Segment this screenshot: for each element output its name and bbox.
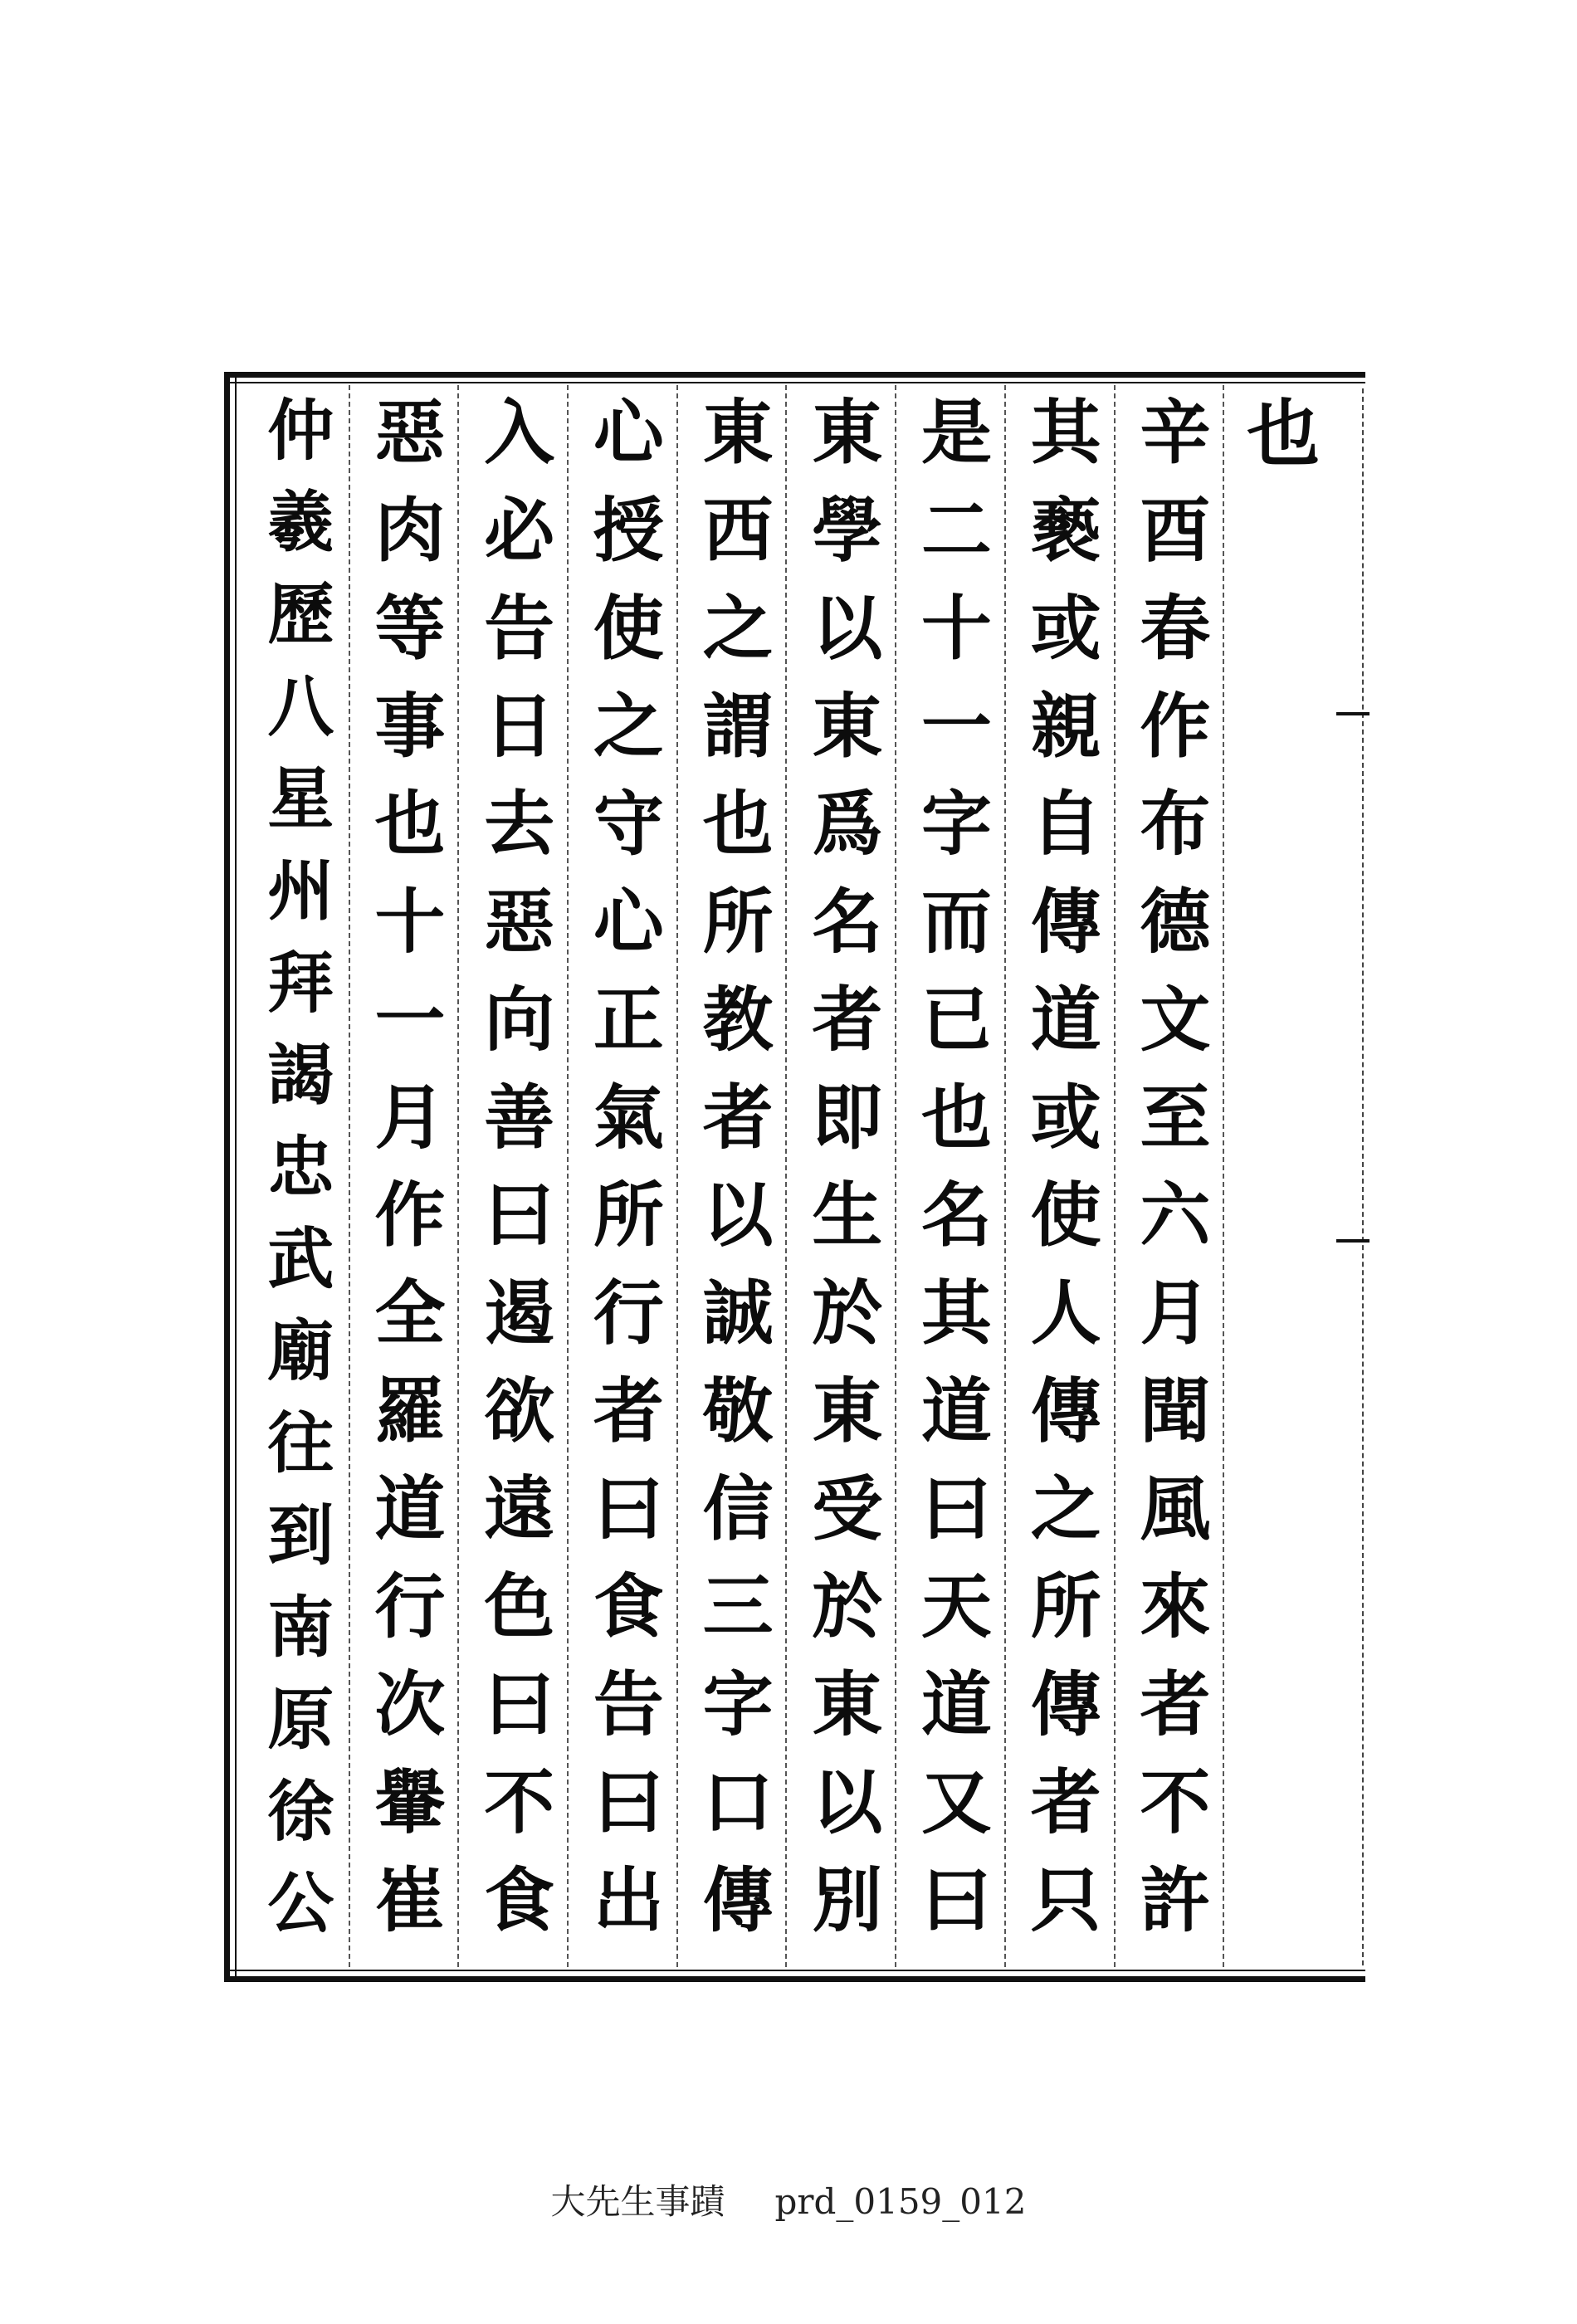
text-column-9 [349,385,458,1967]
fold-mark-upper [1336,712,1370,715]
frame-left-inner-border [235,372,237,1982]
frame-bottom-border [224,1976,1365,1982]
text-column-10 [241,385,349,1967]
text-frame [224,372,1365,1982]
column-text: 仲羲歷八星州拜謁忠武廟往到南原徐公 [256,395,334,1960]
text-column-4 [895,385,1004,1967]
column-text: 也 [1235,395,1322,497]
text-column-1 [1223,385,1332,1967]
text-column-7 [567,385,676,1967]
page-id: prd_0159_012 [774,2181,1027,2222]
column-text: 入必告日去惡向善曰遏欲遠色曰不食 [471,395,555,1960]
text-column-6 [676,385,786,1967]
column-text: 心授使之守心正氣所行者曰食告曰出 [581,395,665,1960]
column-text: 辛酉春作布德文至六月聞風來者不許 [1127,395,1211,1960]
frame-right-edge [1362,388,1365,1965]
column-text: 惡肉等事也十一月作全羅道行次轝崔 [362,395,446,1960]
text-column-2 [1114,385,1223,1967]
frame-top-inner-border [224,382,1365,383]
frame-left-border [224,372,230,1982]
fold-mark-lower [1336,1239,1370,1243]
frame-bottom-inner-border [224,1970,1365,1971]
book-title: 大先生事蹟 [550,2181,725,2222]
page-footer [0,2175,1577,2224]
text-column-5 [785,385,895,1967]
text-column-8 [457,385,567,1967]
text-column-3 [1004,385,1114,1967]
text-columns [241,385,1332,1967]
column-text: 東西之謂也所教者以誠敬信三字口傳 [691,395,774,1960]
column-text: 是二十一字而已也名其道曰天道又曰 [909,395,993,1960]
column-text: 其褻或親自傳道或使人傳之所傳者只 [1018,395,1102,1960]
column-text: 東學以東爲名者即生於東受於東以別 [799,395,883,1960]
frame-top-border [224,372,1365,378]
